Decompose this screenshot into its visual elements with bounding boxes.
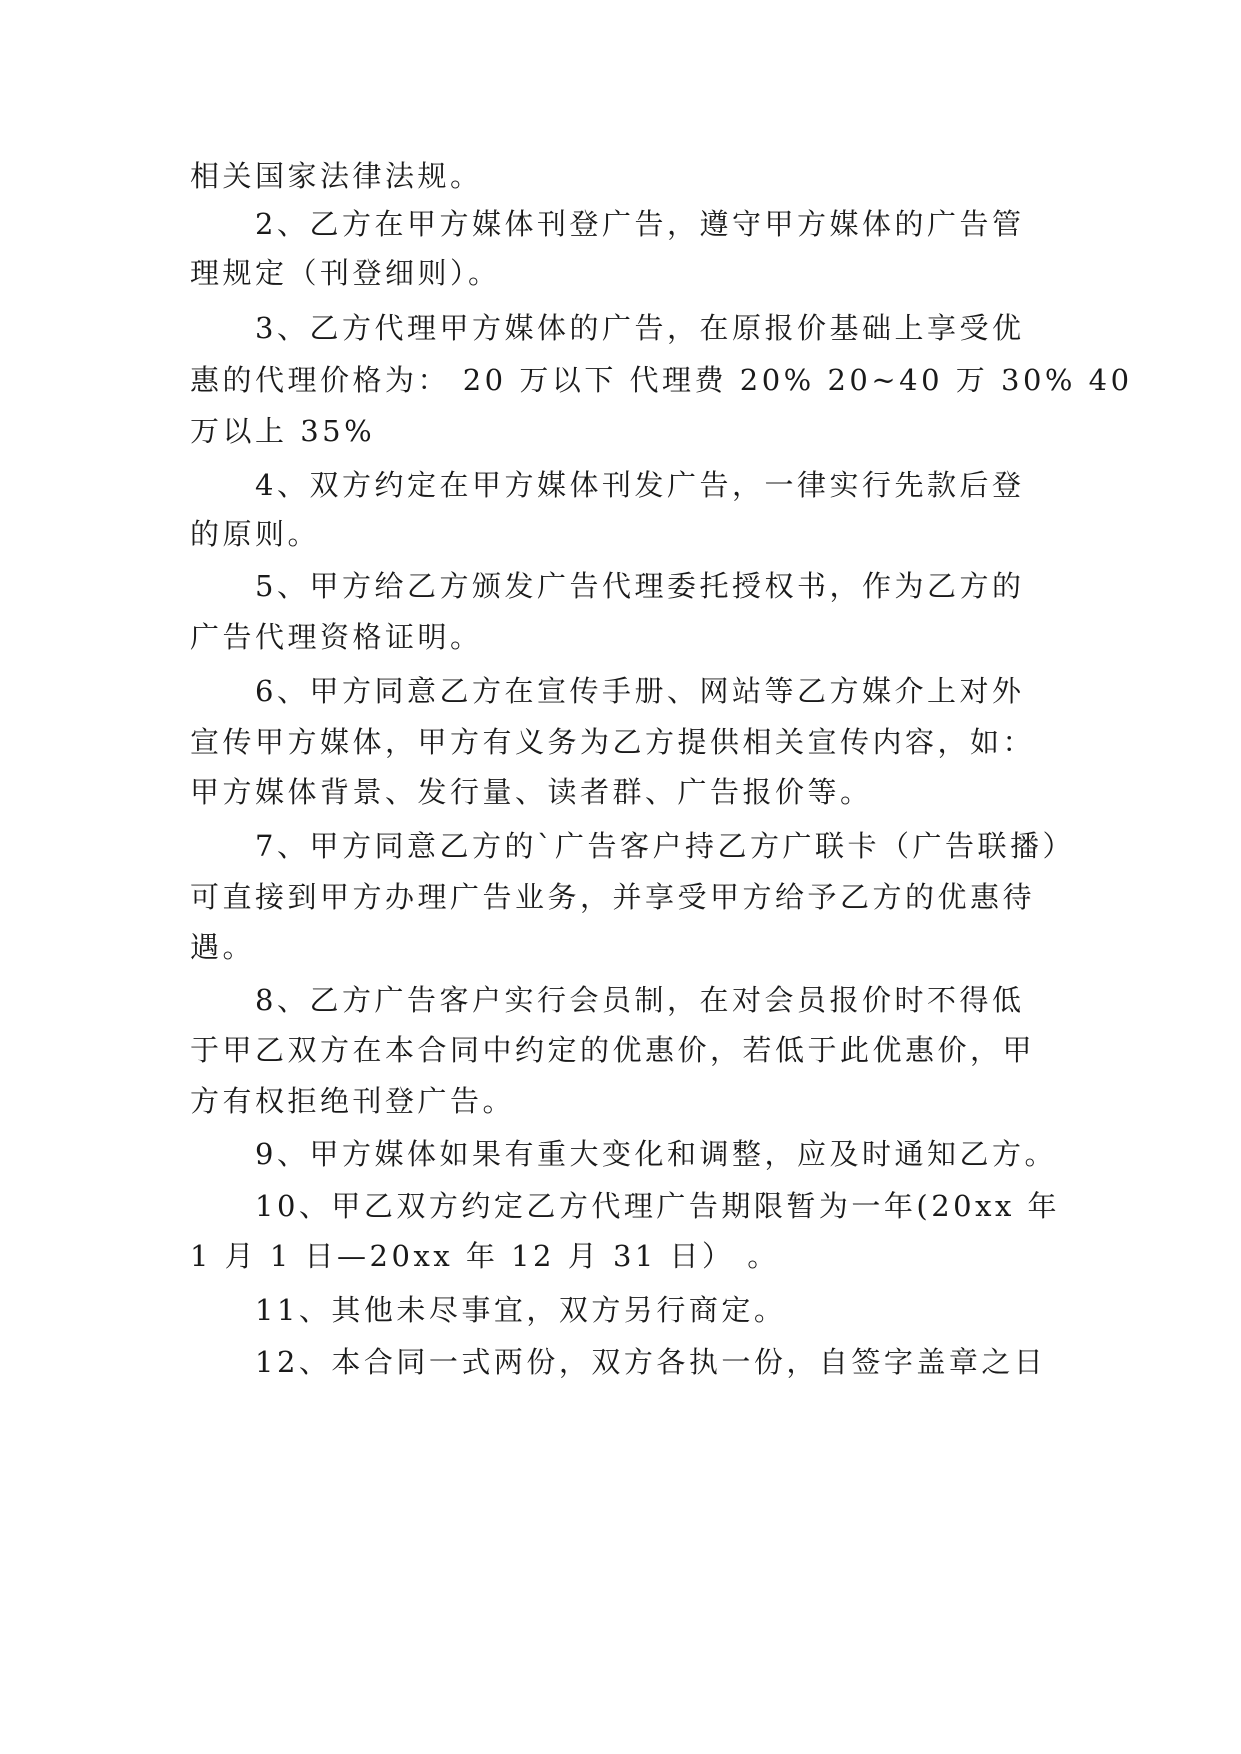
text-line: 理规定（刊登细则）。 — [190, 256, 501, 290]
clause-8-line: 8、乙方广告客户实行会员制，在对会员报价时不得低 — [255, 983, 1025, 1017]
text-line: 惠的代理价格为： 20 万以下 代理费 20% 20~40 万 30% 40 — [190, 363, 1133, 397]
text-line: 可直接到甲方办理广告业务，并享受甲方给予乙方的优惠待 — [190, 880, 1036, 914]
clause-5-line: 5、甲方给乙方颁发广告代理委托授权书，作为乙方的 — [255, 569, 1025, 603]
text-line: 1 月 1 日—20xx 年 12 月 31 日） 。 — [190, 1239, 780, 1273]
text-line: 甲方媒体背景、发行量、读者群、广告报价等。 — [190, 775, 873, 809]
clause-10-line: 10、甲乙双方约定乙方代理广告期限暂为一年(20xx 年 — [255, 1189, 1061, 1223]
clause-11-line: 11、其他未尽事宜，双方另行商定。 — [255, 1293, 787, 1327]
text-line: 遇。 — [190, 930, 256, 964]
text-line: 相关国家法律法规。 — [190, 159, 483, 193]
text-line: 广告代理资格证明。 — [190, 620, 483, 654]
clause-4-line: 4、双方约定在甲方媒体刊发广告，一律实行先款后登 — [255, 468, 1025, 502]
clause-12-line: 12、本合同一式两份，双方各执一份，自签字盖章之日 — [255, 1345, 1047, 1379]
text-line: 的原则。 — [190, 517, 321, 551]
text-line: 宣传甲方媒体，甲方有义务为乙方提供相关宣传内容，如： — [190, 725, 1036, 759]
clause-6-line: 6、甲方同意乙方在宣传手册、网站等乙方媒介上对外 — [255, 674, 1025, 708]
clause-9-line: 9、甲方媒体如果有重大变化和调整，应及时通知乙方。 — [255, 1137, 1057, 1171]
text-line: 于甲乙双方在本合同中约定的优惠价，若低于此优惠价，甲 — [190, 1033, 1036, 1067]
text-line: 万以上 35% — [190, 414, 376, 448]
text-line: 方有权拒绝刊登广告。 — [190, 1084, 516, 1118]
clause-7-line: 7、甲方同意乙方的`广告客户持乙方广联卡（广告联播） — [255, 829, 1075, 863]
clause-3-line: 3、乙方代理甲方媒体的广告，在原报价基础上享受优 — [255, 311, 1025, 345]
clause-2-line: 2、乙方在甲方媒体刊登广告，遵守甲方媒体的广告管 — [255, 207, 1025, 241]
